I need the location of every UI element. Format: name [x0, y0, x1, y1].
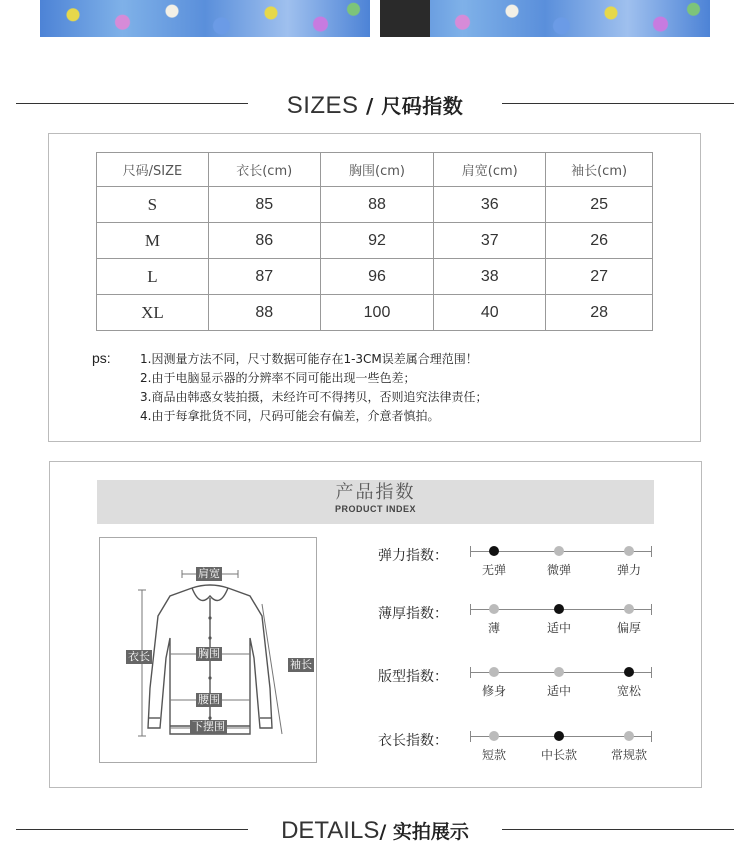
- index-scale: [470, 609, 652, 635]
- scale-option: 偏厚: [616, 621, 642, 635]
- sleeve-cell: 26: [546, 223, 653, 259]
- index-scale: [470, 551, 652, 577]
- index-label: 衣长指数：: [378, 733, 448, 749]
- note-line: 1.因测量方法不同，尺寸数据可能存在1-3CM误差属合理范围！: [140, 352, 478, 366]
- waist-tag: 腰围: [198, 693, 220, 706]
- scale-dot: [489, 731, 499, 741]
- size-cell: XL: [97, 295, 209, 331]
- shoulder-cell: 38: [434, 259, 546, 295]
- col-header-sleeve: 袖长(cm): [546, 153, 653, 187]
- sleeve-cell: 28: [546, 295, 653, 331]
- shoulder-tag: 肩宽: [198, 567, 220, 580]
- scale-dot: [489, 604, 499, 614]
- scale-dot: [554, 731, 564, 741]
- note-line: 3.商品由韩惑女装拍摄，未经许可不得拷贝，否则追究法律责任；: [140, 390, 488, 404]
- size-table-header: [97, 153, 653, 187]
- product-photo-left: [40, 0, 370, 37]
- length-cell: 88: [208, 295, 320, 331]
- shoulder-cell: 40: [434, 295, 546, 331]
- sizes-title: SIZES / 尺码指数: [286, 92, 464, 119]
- scale-option: 弹力: [616, 563, 642, 577]
- index-scale: [470, 672, 652, 698]
- scale-option: 薄: [487, 621, 501, 635]
- index-label: 版型指数：: [378, 669, 448, 685]
- scale-dot: [489, 667, 499, 677]
- index-row-length: [378, 733, 658, 776]
- index-label: 薄厚指数：: [378, 606, 448, 622]
- col-header-chest: 胸围(cm): [320, 153, 434, 187]
- chest-cell: 92: [320, 223, 434, 259]
- scale-option: 短款: [481, 748, 507, 762]
- scale-option: 中长款: [540, 748, 578, 762]
- details-title: DETAILS/ 实拍展示: [281, 817, 469, 844]
- scale-dot: [554, 667, 564, 677]
- index-row-elasticity: [378, 548, 658, 591]
- scale-dot: [554, 546, 564, 556]
- photo-edge: [380, 0, 430, 37]
- shirt-diagram: [99, 537, 317, 763]
- length-cell: 87: [208, 259, 320, 295]
- scale-option: 修身: [481, 684, 507, 698]
- length-tag: 衣长: [128, 650, 150, 663]
- chest-cell: 88: [320, 187, 434, 223]
- chest-tag: 胸围: [198, 647, 220, 660]
- product-index-title: 产品指数: [335, 482, 416, 503]
- scale-dot: [624, 731, 634, 741]
- scale-option: 宽松: [616, 684, 642, 698]
- scale-option: 适中: [546, 684, 572, 698]
- table-row: [97, 223, 653, 259]
- col-header-size: 尺码/SIZE: [97, 153, 209, 187]
- size-cell: M: [97, 223, 209, 259]
- scale-dot: [489, 546, 499, 556]
- scale-option: 无弹: [481, 563, 507, 577]
- index-scale: [470, 736, 652, 762]
- size-table: [96, 152, 653, 331]
- size-cell: L: [97, 259, 209, 295]
- sleeve-cell: 25: [546, 187, 653, 223]
- scale-option: 微弹: [546, 563, 572, 577]
- chest-cell: 100: [320, 295, 434, 331]
- shoulder-cell: 36: [434, 187, 546, 223]
- length-cell: 86: [208, 223, 320, 259]
- length-cell: 85: [208, 187, 320, 223]
- hem-tag: 下摆围: [192, 720, 225, 733]
- chest-cell: 96: [320, 259, 434, 295]
- scale-option: 常规款: [610, 748, 648, 762]
- scale-dot: [624, 604, 634, 614]
- table-row: [97, 187, 653, 223]
- product-index-banner: [97, 480, 654, 524]
- scale-dot: [554, 604, 564, 614]
- scale-option: 适中: [546, 621, 572, 635]
- note-line: 2.由于电脑显示器的分辨率不同可能出现一些色差；: [140, 371, 416, 385]
- note-line: 4.由于每拿批货不同，尺码可能会有偏差，介意者慎拍。: [140, 409, 440, 423]
- table-row: [97, 295, 653, 331]
- size-cell: S: [97, 187, 209, 223]
- index-label: 弹力指数：: [378, 548, 448, 564]
- notes-prefix: ps:: [92, 350, 111, 366]
- col-header-length: 衣长(cm): [208, 153, 320, 187]
- col-header-shoulder: 肩宽(cm): [434, 153, 546, 187]
- sleeve-tag: 袖长: [290, 658, 312, 671]
- table-row: [97, 259, 653, 295]
- shoulder-cell: 37: [434, 223, 546, 259]
- index-row-thickness: [378, 606, 658, 649]
- scale-dot: [624, 667, 634, 677]
- sleeve-cell: 27: [546, 259, 653, 295]
- product-index-subtitle: PRODUCT INDEX: [334, 504, 416, 514]
- scale-dot: [624, 546, 634, 556]
- index-row-fit: [378, 669, 658, 712]
